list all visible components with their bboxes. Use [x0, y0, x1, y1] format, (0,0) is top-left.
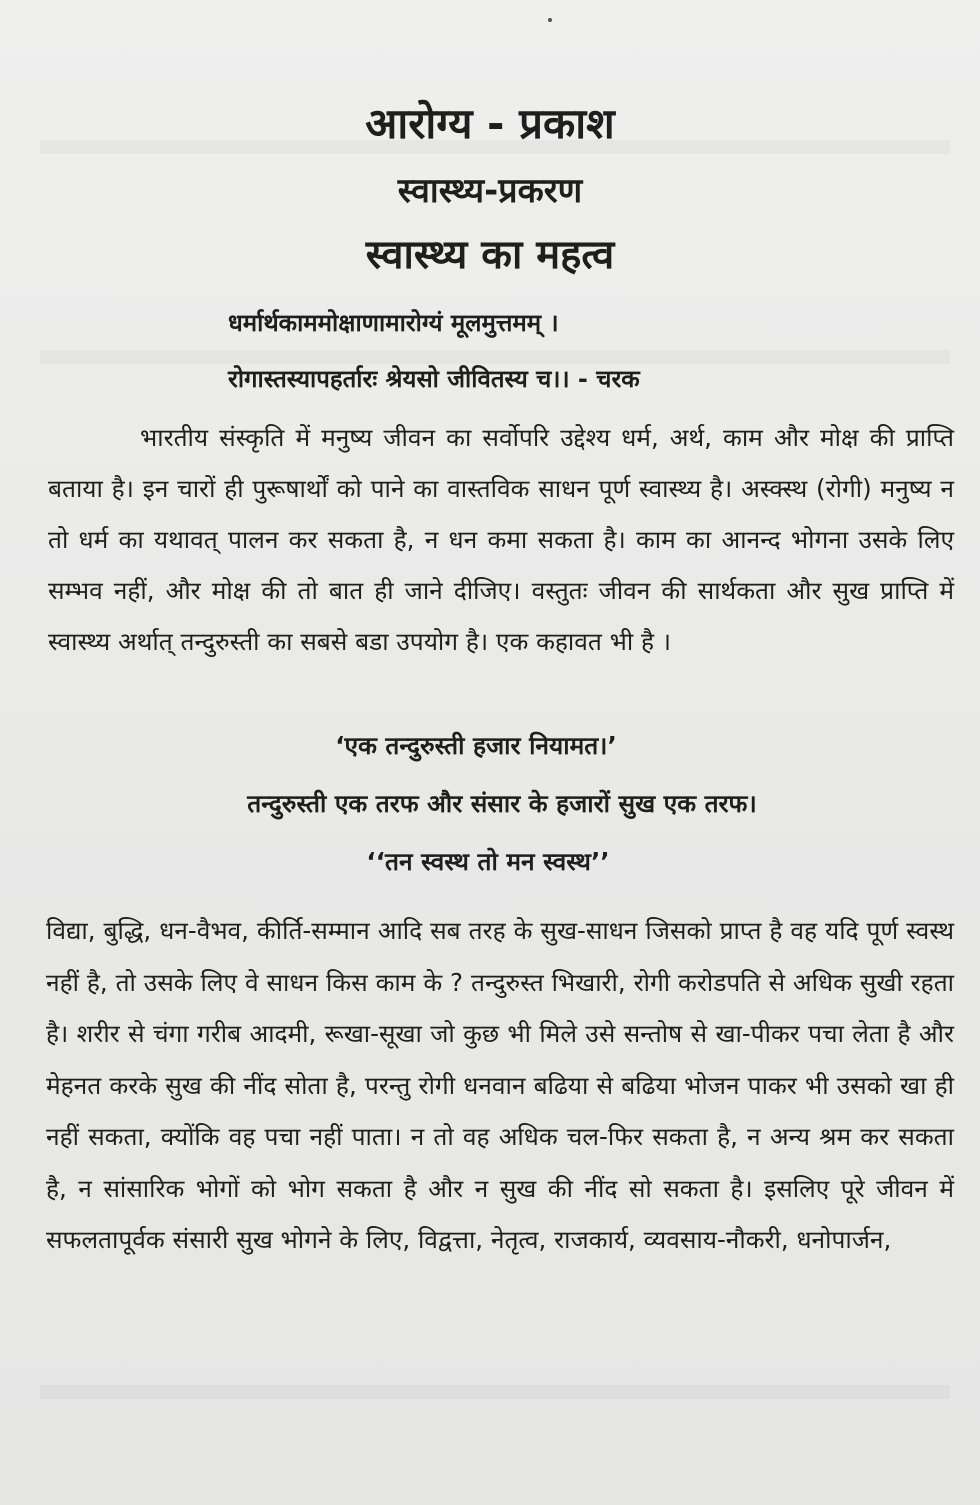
show-through-line: [40, 1385, 950, 1399]
proverb-quote-3: ‘‘तन स्वस्थ तो मन स्वस्थ’’: [366, 847, 610, 876]
body-paragraph-1: भारतीय संस्कृति में मनुष्य जीवन का सर्वोपरि उद्देश्य धर्म, अर्थ, काम और मोक्ष की प्राप्ति बताया है। इन चारों ही पुरूषार्थों को पाने का वास्तविक साधन पूर्ण स्वास्थ्य है। अस्क्स्थ (रोगी) मनुष्य न तो धर्म का यथावत् पालन कर सकता है, न धन कमा सकता है। काम का आनन्द भोगना उसके लिए सम्भव नहीं, और मोक्ष की तो बात ही जाने दीजिए। वस्तुतः जीवन की सार्थकता और सुख प्राप्ति में स्वास्थ्य अर्थात् तन्दुरुस्ती का सबसे बडा उपयोग है। एक कहावत भी है ।: [48, 423, 954, 656]
page-title: आरोग्य - प्रकाश: [365, 99, 615, 148]
verse-line-1: धर्मार्थकाममोक्षाणामारोग्यं मूलमुत्तमम् ।: [228, 309, 559, 337]
ink-dot: [548, 18, 552, 22]
verse-line-2: रोगास्तस्यापहर्तारः श्रेयसो जीवितस्य च।। - चरक: [228, 365, 640, 393]
proverb-quote-1: ‘एक तन्दुरुस्ती हजार नियामत।’: [335, 731, 617, 760]
body-paragraph-2: विद्या, बुद्धि, धन-वैभव, कीर्ति-सम्मान आदि सब तरह के सुख-साधन जिसको प्राप्त है वह यदि पूर्ण स्वस्थ नहीं है, तो उसके लिए वे साधन किस काम के ? तन्दुरुस्त भिखारी, रोगी करोडपति से अधिक सुखी रहता है। शरीर से चंगा गरीब आदमी, रूखा-सूखा जो कुछ भी मिले उसे सन्तोष से खा-पीकर पचा लेता है और मेहनत करके सुख की नींद सोता है, परन्तु रोगी धनवान बढिया से बढिया भोजन पाकर भी उसको खा ही नहीं सकता, क्योंकि वह पचा नहीं पाता। न तो वह अधिक चल-फिर सकता है, न अन्य श्रम कर सकता है, न सांसारिक भोगों को भोग सकता है और न सुख की नींद सो सकता है। इसलिए पूरे जीवन में सफलतापूर्वक संसारी सुख भोगने के लिए, विद्वत्ता, नेतृत्व, राजकार्य, व्यवसाय-नौकरी, धनोपार्जन,: [46, 916, 954, 1254]
section-subtitle: स्वास्थ्य-प्रकरण: [397, 171, 583, 211]
section-heading: स्वास्थ्य का महत्व: [365, 232, 615, 278]
proverb-quote-2: तन्दुरुस्ती एक तरफ और संसार के हजारों सुख एक तरफ।: [247, 789, 757, 818]
